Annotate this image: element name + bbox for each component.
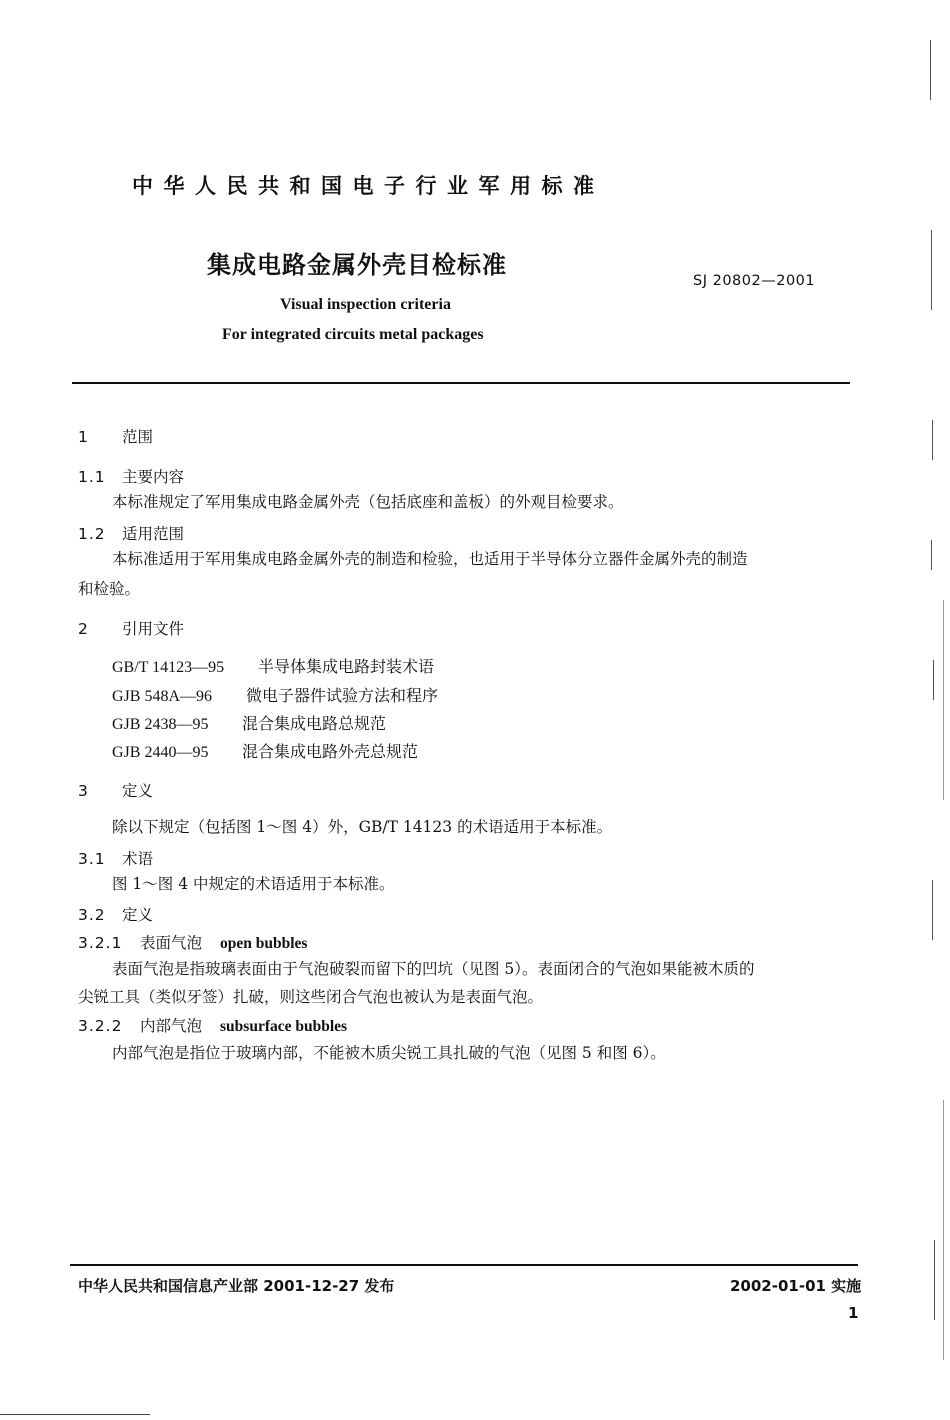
scan-artifact — [0, 1414, 150, 1415]
section-3-1-heading — [78, 848, 153, 870]
section-1-2-text-line2: 和检验。 — [78, 580, 141, 598]
section-number: 3.2.2 — [78, 1017, 123, 1035]
section-title: 范围 — [122, 428, 154, 446]
section-number: 1.1 — [78, 468, 106, 486]
section-number: 3.2.1 — [78, 934, 123, 952]
section-1-2-text-line1: 本标准适用于军用集成电路金属外壳的制造和检验，也适用于半导体分立器件金属外壳的制造 — [112, 550, 748, 568]
standard-type-heading: 中华人民共和国电子行业军用标准 — [132, 174, 605, 198]
section-1-1-text: 本标准规定了军用集成电路金属外壳（包括底座和盖板）的外观目检要求。 — [112, 493, 624, 511]
reference-item — [112, 683, 438, 706]
section-title: 主要内容 — [122, 468, 185, 486]
reference-code: GB/T 14123—95 — [112, 659, 225, 676]
section-title: 表面气泡 — [140, 934, 203, 952]
section-title: 定义 — [122, 906, 154, 924]
reference-title: 微电子器件试验方法和程序 — [246, 686, 439, 705]
section-title-en: open bubbles — [220, 935, 308, 952]
scan-artifact — [934, 1240, 935, 1320]
section-3-2-1-text-line2: 尖锐工具（类似牙签）扎破，则这些闭合气泡也被认为是表面气泡。 — [78, 988, 544, 1006]
reference-title: 混合集成电路总规范 — [242, 714, 387, 733]
section-number: 3.1 — [78, 850, 106, 868]
footer-divider — [70, 1264, 858, 1266]
document-title-en-line2: For integrated circuits metal packages — [222, 326, 484, 343]
scan-artifact — [943, 600, 944, 800]
scan-artifact — [931, 230, 932, 310]
reference-code: GJB 2438—95 — [112, 716, 209, 733]
section-number: 2 — [78, 620, 89, 638]
reference-item — [112, 711, 386, 734]
section-number: 3 — [78, 782, 89, 800]
section-2-heading — [78, 618, 184, 640]
reference-item — [112, 654, 434, 677]
section-number: 3.2 — [78, 906, 106, 924]
document-title-cn: 集成电路金属外壳目检标准 — [207, 251, 507, 279]
section-title: 适用范围 — [122, 525, 185, 543]
page-number: 1 — [848, 1304, 859, 1322]
section-number: 1 — [78, 428, 89, 446]
section-3-2-2-text: 内部气泡是指位于玻璃内部，不能被木质尖锐工具扎破的气泡（见图 5 和图 6）。 — [112, 1044, 666, 1062]
section-title: 术语 — [122, 850, 154, 868]
section-title: 引用文件 — [122, 620, 185, 638]
reference-code: GJB 2440—95 — [112, 744, 209, 761]
scan-artifact — [933, 660, 934, 700]
section-title: 定义 — [122, 782, 154, 800]
header-divider — [72, 382, 850, 384]
section-3-heading — [78, 780, 153, 802]
section-3-2-1-heading — [78, 932, 307, 955]
section-1-2-heading — [78, 523, 184, 545]
scan-artifact — [943, 1100, 944, 1360]
reference-title: 半导体集成电路封装术语 — [258, 657, 435, 676]
section-3-2-heading — [78, 904, 153, 926]
scan-artifact — [931, 540, 932, 570]
section-title: 内部气泡 — [140, 1017, 203, 1035]
scan-artifact — [932, 880, 933, 940]
document-title-en-line1: Visual inspection criteria — [280, 296, 451, 313]
reference-item — [112, 739, 418, 762]
scan-artifact — [930, 40, 931, 100]
standard-code: SJ 20802—2001 — [693, 273, 816, 289]
issue-date: 中华人民共和国信息产业部 2001-12-27 发布 — [78, 1277, 395, 1295]
section-1-1-heading — [78, 466, 184, 488]
reference-code: GJB 548A—96 — [112, 688, 213, 705]
section-number: 1.2 — [78, 525, 106, 543]
section-3-2-1-text-line1: 表面气泡是指玻璃表面由于气泡破裂而留下的凹坑（见图 5）。表面闭合的气泡如果能被木质的 — [112, 960, 755, 978]
section-3-1-text: 图 1～图 4 中规定的术语适用于本标准。 — [112, 875, 395, 893]
section-3-2-2-heading — [78, 1015, 347, 1038]
section-title-en: subsurface bubbles — [220, 1018, 348, 1035]
section-1-heading — [78, 426, 153, 448]
section-3-text: 除以下规定（包括图 1～图 4）外，GB/T 14123 的术语适用于本标准。 — [112, 818, 613, 836]
scan-artifact — [932, 420, 933, 460]
implementation-date: 2002-01-01 实施 — [730, 1277, 862, 1295]
reference-title: 混合集成电路外壳总规范 — [242, 742, 419, 761]
